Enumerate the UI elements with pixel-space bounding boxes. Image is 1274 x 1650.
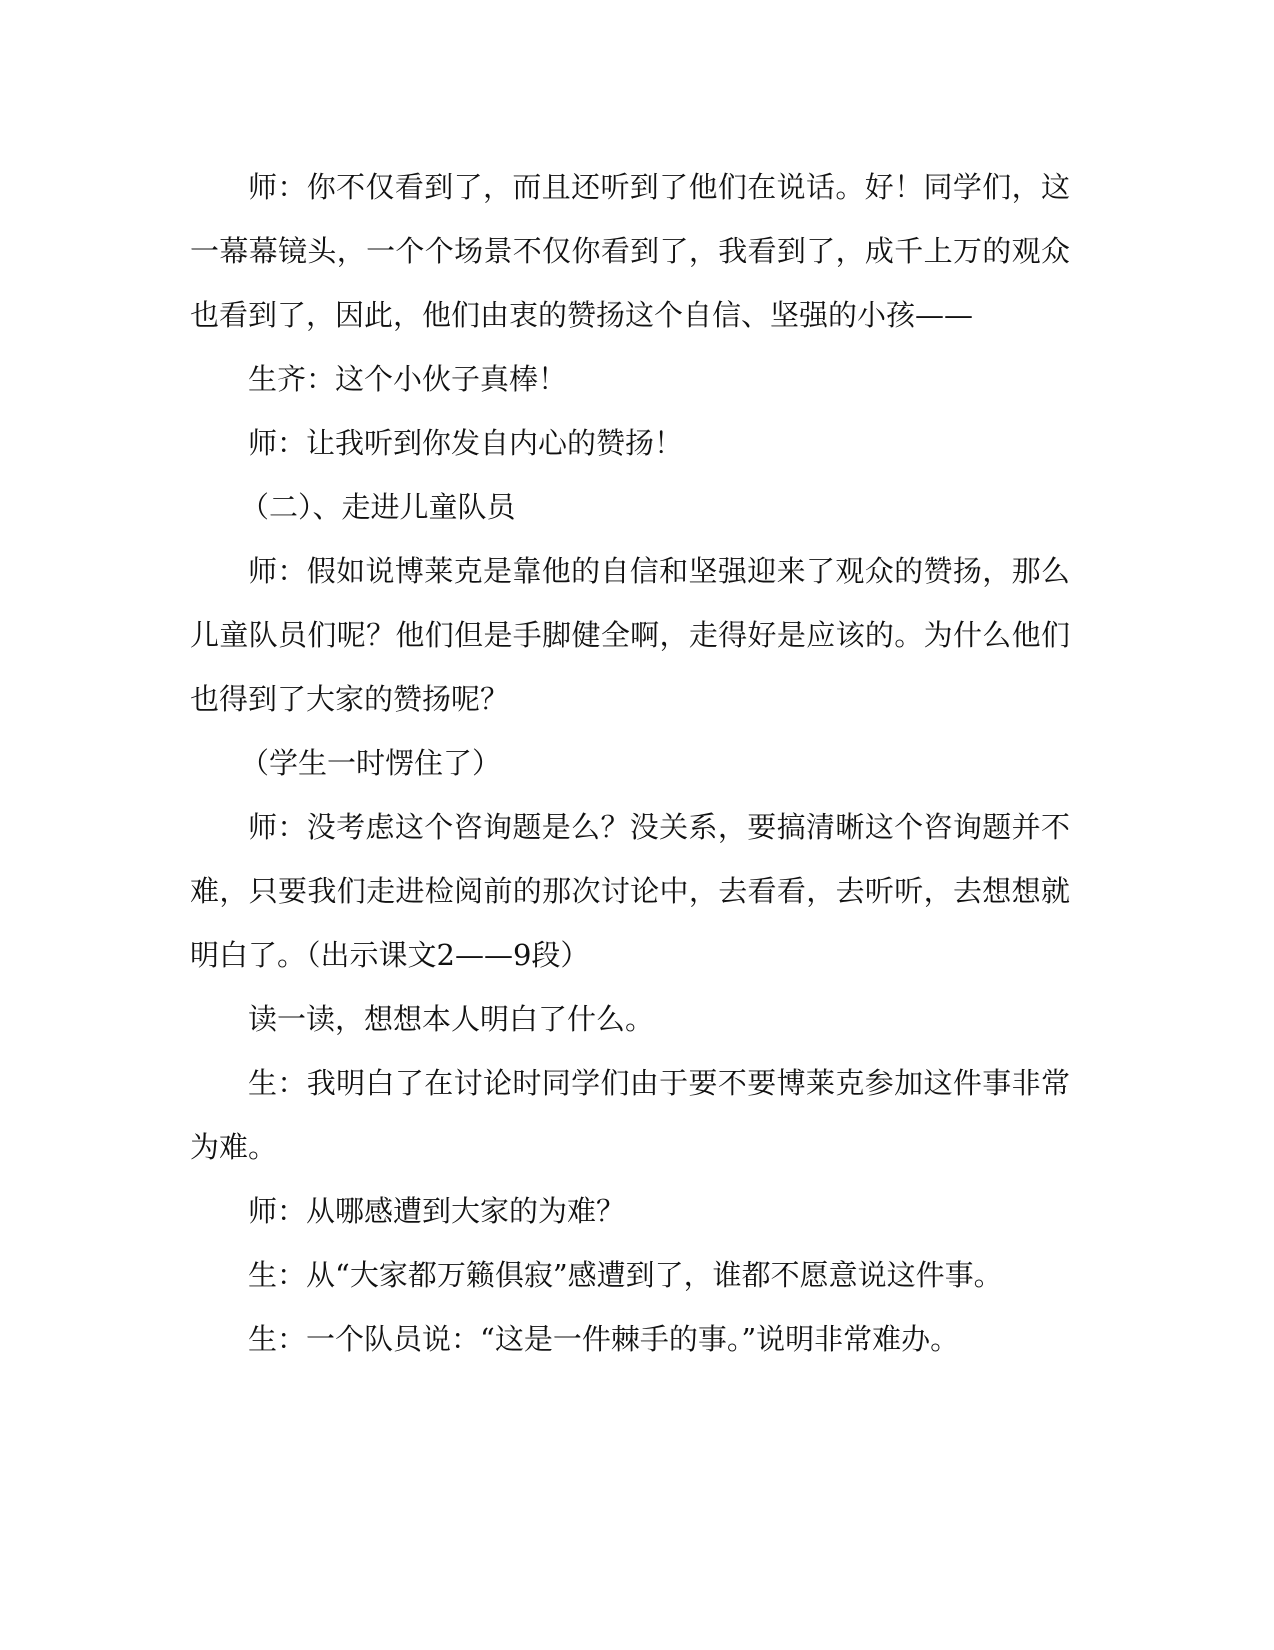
paragraph-10: 师：从哪感遭到大家的为难？	[248, 1194, 626, 1228]
paragraph-8: 读一读，想想本人明白了什么。	[248, 1002, 655, 1036]
paragraph-1: 师：你不仅看到了，而且还听到了他们在说话。好！同学们，这一幕幕镜头，一个个场景不仅你看到了，我看到了，成千上万的观众也看到了，因此，他们由衷的赞扬这个自信、坚强的小孩——	[190, 170, 1070, 332]
paragraph-7: 师：没考虑这个咨询题是么？没关系，要搞清晰这个咨询题并不难，只要我们走进检阅前的那次讨论中，去看看，去听听，去想想就明白了。（出示课文2——9段）	[190, 810, 1070, 972]
paragraph-6: （学生一时愣住了）	[240, 746, 502, 780]
paragraph-12: 生：一个队员说：“这是一件棘手的事。”说明非常难办。	[248, 1322, 960, 1356]
paragraph-5: 师：假如说博莱克是靠他的自信和坚强迎来了观众的赞扬，那么儿童队员们呢？他们但是手脚健全啊，走得好是应该的。为什么他们也得到了大家的赞扬呢？	[190, 554, 1070, 716]
paragraph-9: 生：我明白了在讨论时同学们由于要不要博莱克参加这件事非常为难。	[190, 1066, 1070, 1164]
section-heading: （二）、走进儿童队员	[240, 490, 516, 524]
document-body	[190, 155, 1070, 1371]
paragraph-2: 生齐：这个小伙子真棒！	[248, 362, 568, 396]
paragraph-11: 生：从“大家都万籁俱寂”感遭到了，谁都不愿意说这件事。	[248, 1258, 1003, 1292]
paragraph-3: 师：让我听到你发自内心的赞扬！	[248, 426, 684, 460]
